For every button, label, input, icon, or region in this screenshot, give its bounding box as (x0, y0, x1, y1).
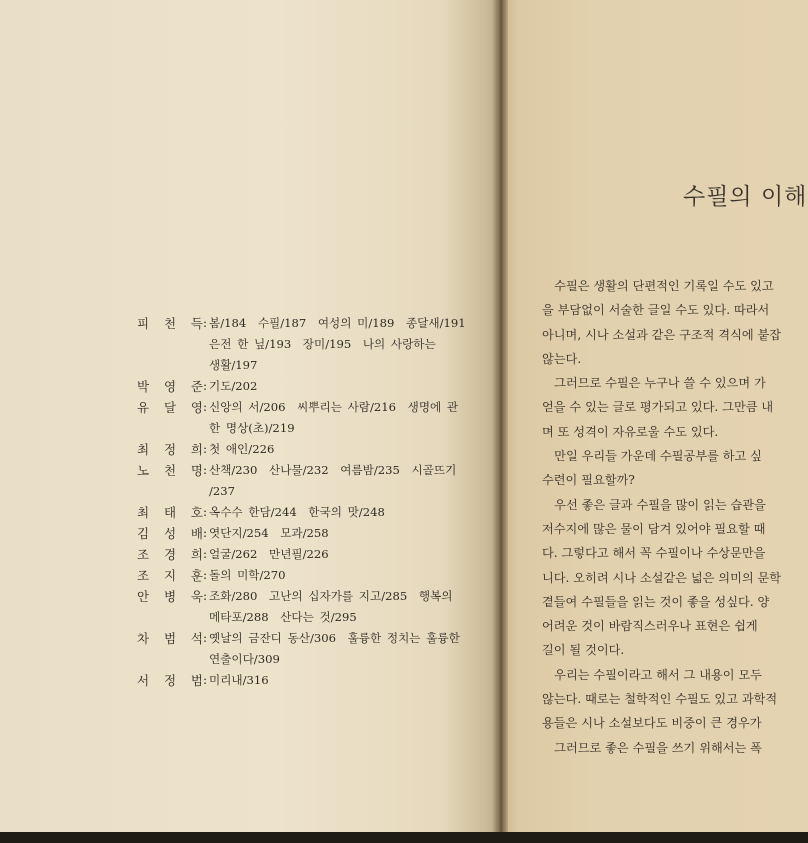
toc-author (137, 313, 203, 334)
toc-entry (137, 649, 477, 670)
toc-author-char: 정 (163, 673, 177, 688)
toc-author (137, 355, 203, 376)
toc-entry (137, 460, 477, 481)
toc-author-char: 지 (163, 568, 177, 583)
toc-entry (137, 502, 477, 523)
toc-author (137, 334, 203, 355)
toc-colon: : (203, 568, 208, 582)
essay-line: 않는다. 때로는 철학적인 수필도 있고 과학적 (542, 692, 778, 707)
toc-entry (137, 523, 477, 544)
toc-author (137, 523, 203, 544)
essay-line: 다. 그렇다고 해서 꼭 수필이나 수상문만을 (542, 546, 766, 561)
toc-author-char: 석 (190, 631, 203, 646)
essay-line: 우선 좋은 글과 수필을 많이 읽는 습관을 (542, 497, 766, 512)
toc-titles: 첫 애인/226 (209, 442, 275, 456)
toc-entry (137, 586, 477, 607)
toc-titles: 얼굴/262 만년필/226 (209, 547, 329, 561)
essay-line: 아니며, 시나 소설과 같은 구조적 격식에 붙잡 (542, 327, 782, 342)
toc-colon: : (203, 463, 208, 477)
toc-entry (137, 544, 477, 565)
essay-line: 저수지에 많은 물이 담겨 있어야 필요할 때 (542, 521, 766, 536)
table-of-contents (137, 313, 477, 691)
toc-colon: : (203, 400, 208, 414)
toc-entry (137, 376, 477, 397)
toc-entry (137, 607, 477, 628)
toc-author-char: 차 (137, 631, 150, 646)
toc-entry (137, 439, 477, 460)
essay-line: 만일 우리들 가운데 수필공부를 하고 싶 (542, 449, 762, 464)
toc-author-char: 태 (163, 505, 177, 520)
toc-author-char: 노 (137, 463, 150, 478)
toc-author-char: 희 (190, 547, 203, 562)
toc-titles: 봄/184 수필/187 여성의 미/189 종달새/191 (209, 316, 466, 330)
toc-entry (137, 334, 477, 355)
toc-author (137, 502, 203, 523)
toc-titles: 은전 한 닢/193 장미/195 나의 사랑하는 (209, 337, 436, 351)
toc-author (137, 649, 203, 670)
toc-entry (137, 355, 477, 376)
toc-entry (137, 397, 477, 418)
toc-author-char: 영 (190, 400, 203, 415)
toc-author-char: 조 (137, 547, 150, 562)
essay-line: 을 부담없이 서술한 글일 수도 있다. 따라서 (542, 303, 770, 318)
toc-author-char: 배 (190, 526, 203, 541)
toc-author-char: 명 (190, 463, 203, 478)
toc-author-char: 서 (137, 673, 150, 688)
toc-entry (137, 628, 477, 649)
right-page-clip (500, 0, 808, 836)
toc-titles: 돌의 미학/270 (209, 568, 286, 582)
toc-titles: 기도/202 (209, 379, 258, 393)
toc-titles: 엿단지/254 모과/258 (209, 526, 329, 540)
essay-line: 않는다. (542, 351, 582, 366)
toc-author-char: 최 (137, 505, 150, 520)
toc-author-char: 범 (190, 673, 203, 688)
toc-colon: : (203, 547, 208, 561)
toc-author-char: 안 (137, 589, 150, 604)
toc-author-char: 천 (163, 316, 177, 331)
essay-body (542, 274, 808, 760)
toc-titles: 연출이다/309 (209, 652, 280, 666)
toc-author-char: 성 (163, 526, 177, 541)
toc-author-char: 박 (137, 379, 150, 394)
toc-author (137, 376, 203, 397)
toc-author (137, 460, 203, 481)
essay-line: 어려운 것이 바람직스러우나 표현은 쉽게 (542, 619, 758, 634)
toc-titles: 생활/197 (209, 358, 258, 372)
scan-bottom-edge (0, 832, 808, 843)
toc-author (137, 565, 203, 586)
toc-author-char: 호 (190, 505, 203, 520)
toc-titles: 메타포/288 산다는 것/295 (209, 610, 357, 624)
toc-author (137, 607, 203, 628)
essay-line: 우리는 수필이라고 해서 그 내용이 모두 (542, 667, 762, 682)
essay-line: 용들은 시나 소설보다도 비중이 큰 경우가 (542, 716, 762, 731)
toc-author-char: 범 (163, 631, 177, 646)
toc-author-char: 조 (137, 568, 150, 583)
toc-author-char: 최 (137, 442, 150, 457)
toc-author-char: 정 (163, 442, 177, 457)
toc-author-char: 경 (163, 547, 177, 562)
toc-colon: : (203, 673, 208, 687)
toc-titles: 미리내/316 (209, 673, 269, 687)
toc-titles: 옛날의 금잔디 동산/306 훌륭한 정치는 훌륭한 (209, 631, 460, 645)
toc-author-char: 훈 (190, 568, 203, 583)
toc-colon: : (203, 442, 208, 456)
toc-titles: 조화/280 고난의 십자가를 지고/285 행복의 (209, 589, 453, 603)
toc-author (137, 481, 203, 502)
essay-title: 수필의 이해 (683, 184, 808, 210)
toc-author-char: 희 (190, 442, 203, 457)
toc-author-char: 김 (137, 526, 150, 541)
toc-author-char: 천 (163, 463, 177, 478)
essay-line: 그러므로 수필은 누구나 쓸 수 있으며 가 (542, 376, 766, 391)
toc-titles: 산책/230 산나물/232 여름밤/235 시골뜨기 (209, 463, 457, 477)
essay-line: 며 또 성격이 자유로울 수도 있다. (542, 424, 719, 439)
essay-line: 길이 될 것이다. (542, 643, 625, 658)
toc-titles: /237 (209, 484, 236, 498)
toc-author (137, 628, 203, 649)
toc-author (137, 670, 203, 691)
toc-colon: : (203, 631, 208, 645)
toc-author (137, 397, 203, 418)
toc-entry (137, 313, 477, 334)
toc-author-char: 달 (163, 400, 177, 415)
toc-author (137, 544, 203, 565)
toc-author-char: 준 (190, 379, 203, 394)
toc-entry (137, 670, 477, 691)
essay-line: 그러므로 좋은 수필을 쓰기 위해서는 폭 (542, 740, 762, 755)
toc-entry (137, 418, 477, 439)
essay-line: 곁들여 수필들을 읽는 것이 좋을 성싶다. 양 (542, 594, 770, 609)
toc-author-char: 유 (137, 400, 150, 415)
essay-line: 얻을 수 있는 글로 평가되고 있다. 그만큼 내 (542, 400, 774, 415)
toc-colon: : (203, 316, 208, 330)
toc-colon: : (203, 379, 208, 393)
toc-author (137, 586, 203, 607)
toc-entry (137, 565, 477, 586)
toc-colon: : (203, 526, 208, 540)
toc-author (137, 418, 203, 439)
essay-line: 니다. 오히려 시나 소설같은 넓은 의미의 문학 (542, 570, 782, 585)
toc-titles: 옥수수 한담/244 한국의 맛/248 (209, 505, 385, 519)
toc-entry (137, 481, 477, 502)
toc-author-char: 영 (163, 379, 177, 394)
toc-titles: 한 명상(초)/219 (209, 421, 295, 435)
toc-titles: 신앙의 서/206 씨뿌리는 사람/216 생명에 관 (209, 400, 459, 414)
toc-author-char: 피 (137, 316, 150, 331)
toc-author-char: 득 (190, 316, 203, 331)
essay-line: 수필은 생활의 단편적인 기록일 수도 있고 (542, 279, 774, 293)
toc-colon: : (203, 589, 208, 603)
toc-author (137, 439, 203, 460)
toc-colon: : (203, 505, 208, 519)
toc-author-char: 병 (163, 589, 177, 604)
essay-line: 수련이 필요할까? (542, 473, 635, 488)
toc-author-char: 욱 (190, 589, 203, 604)
